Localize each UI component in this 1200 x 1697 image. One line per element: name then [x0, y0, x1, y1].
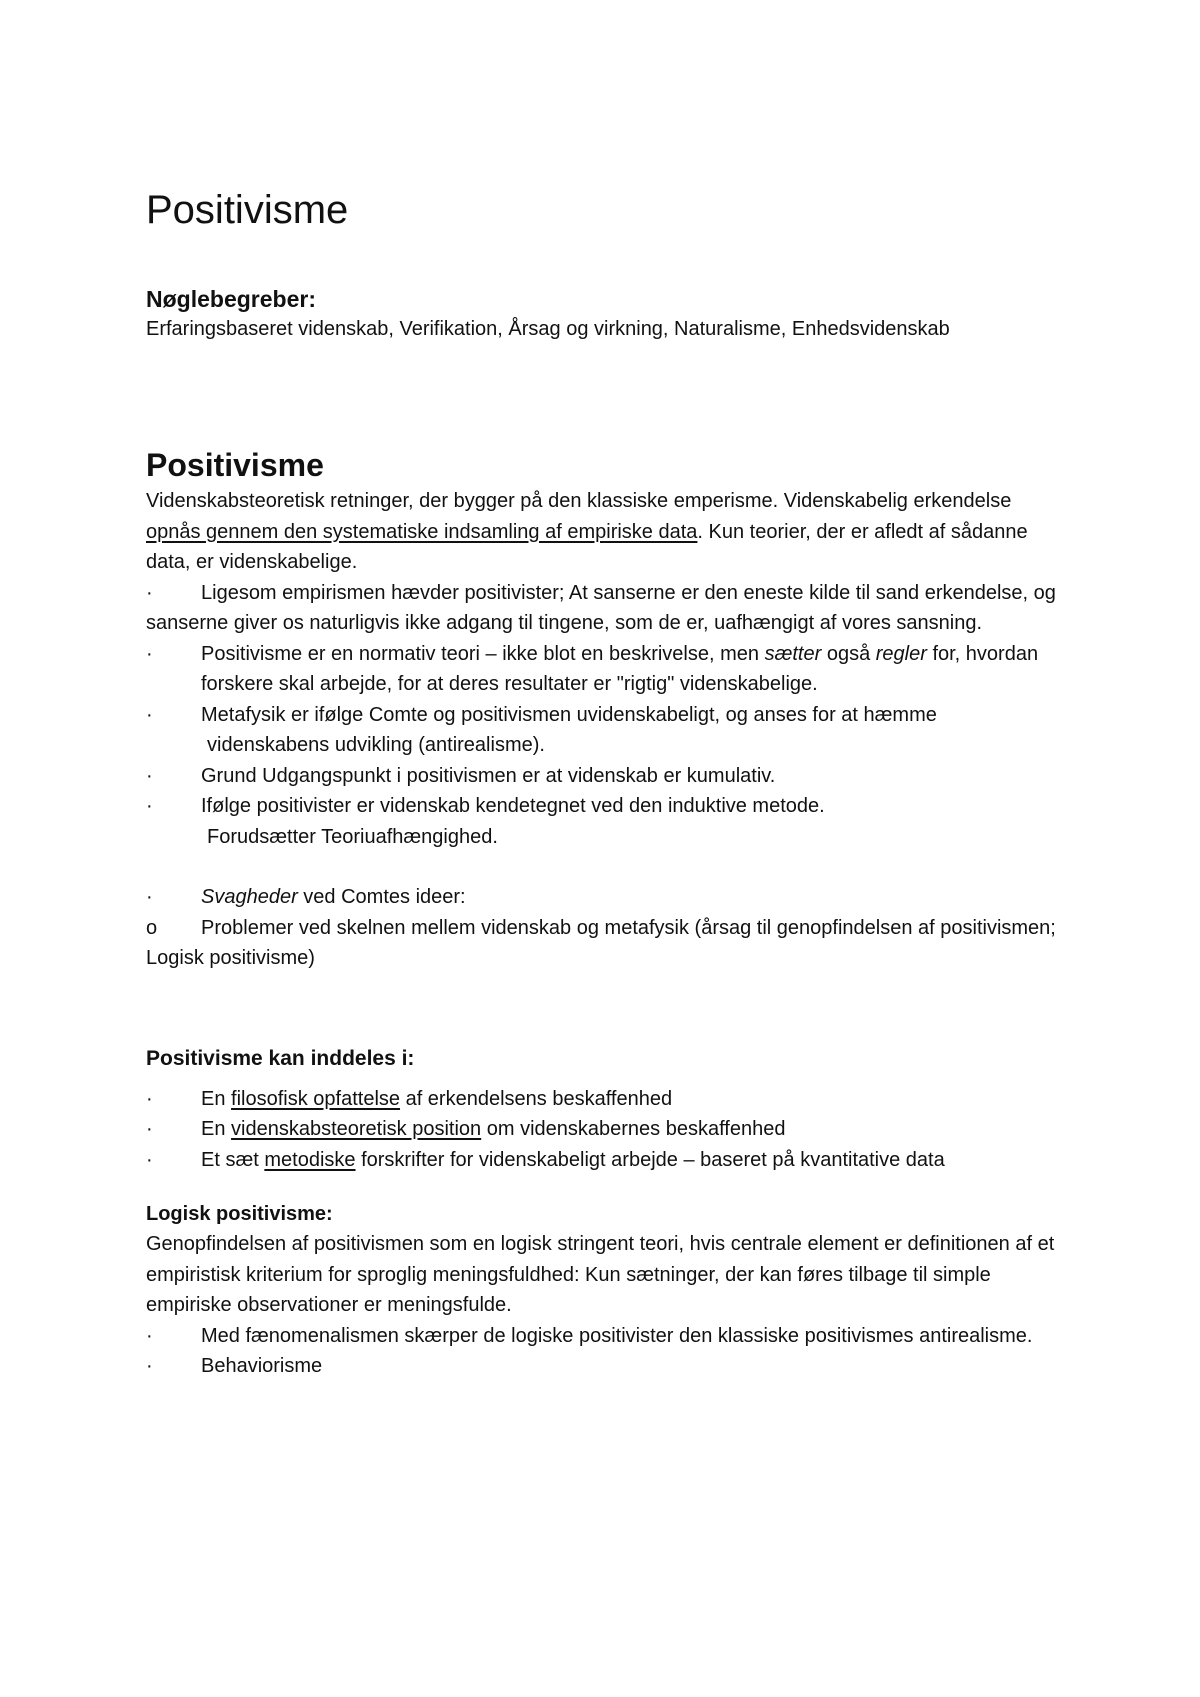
list-item-text: Grund Udgangspunkt i positivismen er at videnskab er kumulativ. [201, 764, 776, 787]
list-item-text: Metafysik er ifølge Comte og positivismen uvidenskabeligt, og anses for at hæmme [201, 703, 937, 726]
list-item [146, 882, 1066, 913]
list-item [146, 791, 1066, 822]
list-item [146, 639, 1066, 700]
list-item-text: En [201, 1087, 232, 1110]
spacer [146, 852, 1066, 882]
list-item-continuation: videnskabens udvikling (antirealisme). [207, 734, 545, 756]
list-item-text: forskrifter for videnskabeligt arbejde – baseret på kvantitative data [355, 1148, 945, 1171]
logisk-paragraph: Genopfindelsen af positivismen som en logisk stringent teori, hvis centrale element er definitionen af et empiristisk kriterium for sproglig meningsfuldhed: Kun sætninger, der kan føres tilbage til simple empiriske observationer er meningsfulde. [146, 1233, 1055, 1316]
keywords-heading: Nøglebegreber: [146, 286, 316, 312]
intro-text-b: . Kun teorier, der er afledt af sådanne data, er videnskabelige. [146, 520, 1028, 573]
bullet-marker: · [146, 1118, 153, 1140]
list-item [146, 1351, 1066, 1382]
list-item-text: ved Comtes ideer: [297, 886, 466, 908]
bullet-marker: · [146, 642, 153, 665]
sub-bullet-marker: o [146, 916, 158, 939]
list-item [146, 700, 1066, 731]
page-title: Positivisme [146, 188, 349, 232]
sub-list-item [146, 913, 1066, 974]
bullet-marker: · [146, 764, 153, 787]
intro-text-a: Videnskabsteoretisk retninger, der bygger på den klassiske emperisme. Videnskabelig erkendelse [146, 490, 1012, 512]
emphasis-regler: regler [875, 642, 927, 665]
underlined-term: videnskabsteoretisk position [231, 1118, 482, 1140]
bullet-marker: · [146, 1324, 153, 1347]
list-item-continuation: Forudsætter Teoriuafhængighed. [207, 825, 498, 848]
bullet-marker: · [146, 581, 153, 604]
list-item-text: af erkendelsens beskaffenhed [400, 1087, 673, 1110]
bullet-marker: · [146, 703, 153, 726]
list-item [146, 1321, 1066, 1352]
list-item [146, 1084, 1066, 1115]
list-item [146, 761, 1066, 792]
bullet-marker: · [146, 1087, 153, 1110]
intro-underlined: opnås gennem den systematiske indsamling af empiriske data [146, 520, 698, 543]
emphasis-svagheder: Svagheder [201, 886, 298, 908]
list-item-text: Behaviorisme [201, 1355, 323, 1377]
section-heading-positivisme: Positivisme [146, 447, 324, 483]
intro-paragraph [146, 486, 1066, 578]
list-item-text: også [821, 642, 876, 665]
section-heading-inddeles: Positivisme kan inddeles i: [146, 1046, 415, 1070]
bullet-marker: · [146, 886, 153, 908]
bullet-marker: · [146, 1148, 153, 1171]
list-item-text: om videnskabernes beskaffenhed [481, 1118, 786, 1140]
list-item-text: Ligesom empirismen hævder positivister; At sanserne er den eneste kilde til sand erkendelse, og sanserne giver os naturligvis ikke adgang til tingene, som de er, uafhængigt af vores sansning. [146, 581, 1056, 634]
emphasis-saetter: sætter [764, 642, 822, 665]
bullet-marker: · [146, 795, 153, 817]
list-item-text: Et sæt [201, 1148, 265, 1171]
list-item [146, 1145, 1066, 1176]
underlined-term: filosofisk opfattelse [231, 1087, 401, 1110]
list-item-text: Positivisme er en normativ teori – ikke blot en beskrivelse, men [201, 642, 765, 665]
sub-list-item-text: Problemer ved skelnen mellem videnskab og metafysik (årsag til genopfindelsen af positivismen; Logisk positivisme) [146, 916, 1056, 969]
section-heading-logisk: Logisk positivisme: [146, 1203, 333, 1225]
list-item-text: for, hvordan forskere skal arbejde, for at deres resultater er "rigtig" videnskabelige. [201, 642, 1039, 695]
list-item-text: En [201, 1118, 232, 1140]
underlined-term: metodiske [264, 1148, 356, 1171]
list-item [146, 578, 1066, 639]
list-item-text: Med fænomenalismen skærper de logiske positivister den klassiske positivismes antirealisme. [201, 1324, 1033, 1347]
document-content [146, 186, 1066, 1382]
keywords-text: Erfaringsbaseret videnskab, Verifikation, Årsag og virkning, Naturalisme, Enhedsvidenskab [146, 318, 950, 340]
list-item [146, 1114, 1066, 1145]
list-item-text: Ifølge positivister er videnskab kendetegnet ved den induktive metode. [201, 795, 825, 817]
bullet-marker: · [146, 1355, 153, 1377]
